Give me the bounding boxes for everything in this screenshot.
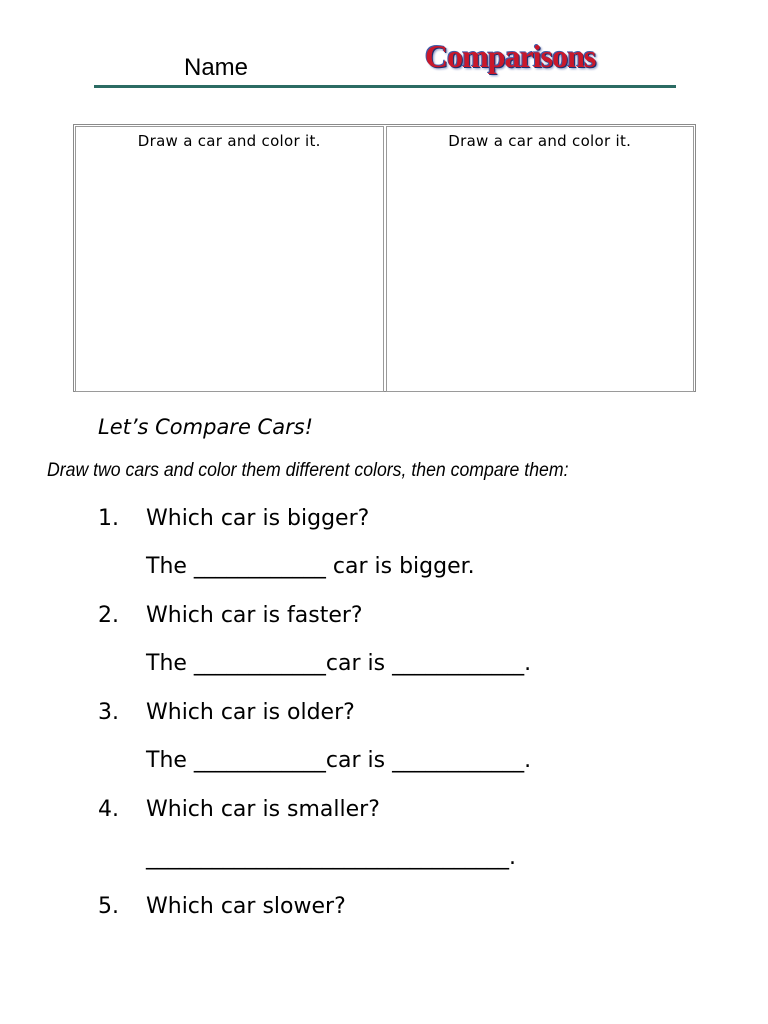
drawing-box-caption: Draw a car and color it.	[448, 132, 632, 150]
question-number: 4.	[98, 797, 119, 822]
question-text: Which car slower?	[146, 894, 346, 919]
question-number: 3.	[98, 700, 119, 725]
question-number: 1.	[98, 506, 119, 531]
question-text: Which car is faster?	[146, 603, 363, 628]
instructions-text: Draw two cars and color them different colors, then compare them:	[47, 460, 569, 481]
worksheet-title: Comparisons	[425, 38, 596, 74]
question-number: 2.	[98, 603, 119, 628]
question-text: Which car is bigger?	[146, 506, 370, 531]
drawing-box-caption: Draw a car and color it.	[137, 132, 321, 150]
answer-line[interactable]: The ____________car is ____________.	[146, 748, 532, 773]
drawing-box-left[interactable]	[75, 126, 384, 392]
answer-line[interactable]: _________________________________.	[146, 845, 516, 870]
section-subtitle: Let’s Compare Cars!	[98, 415, 314, 439]
drawing-box-right[interactable]	[386, 126, 695, 392]
answer-line[interactable]: The ____________ car is bigger.	[146, 554, 475, 579]
question-number: 5.	[98, 894, 119, 919]
title-divider	[94, 85, 676, 88]
question-text: Which car is older?	[146, 700, 355, 725]
question-text: Which car is smaller?	[146, 797, 380, 822]
drawing-table	[73, 124, 696, 392]
name-label: Name	[184, 54, 249, 81]
answer-line[interactable]: The ____________car is ____________.	[146, 651, 532, 676]
